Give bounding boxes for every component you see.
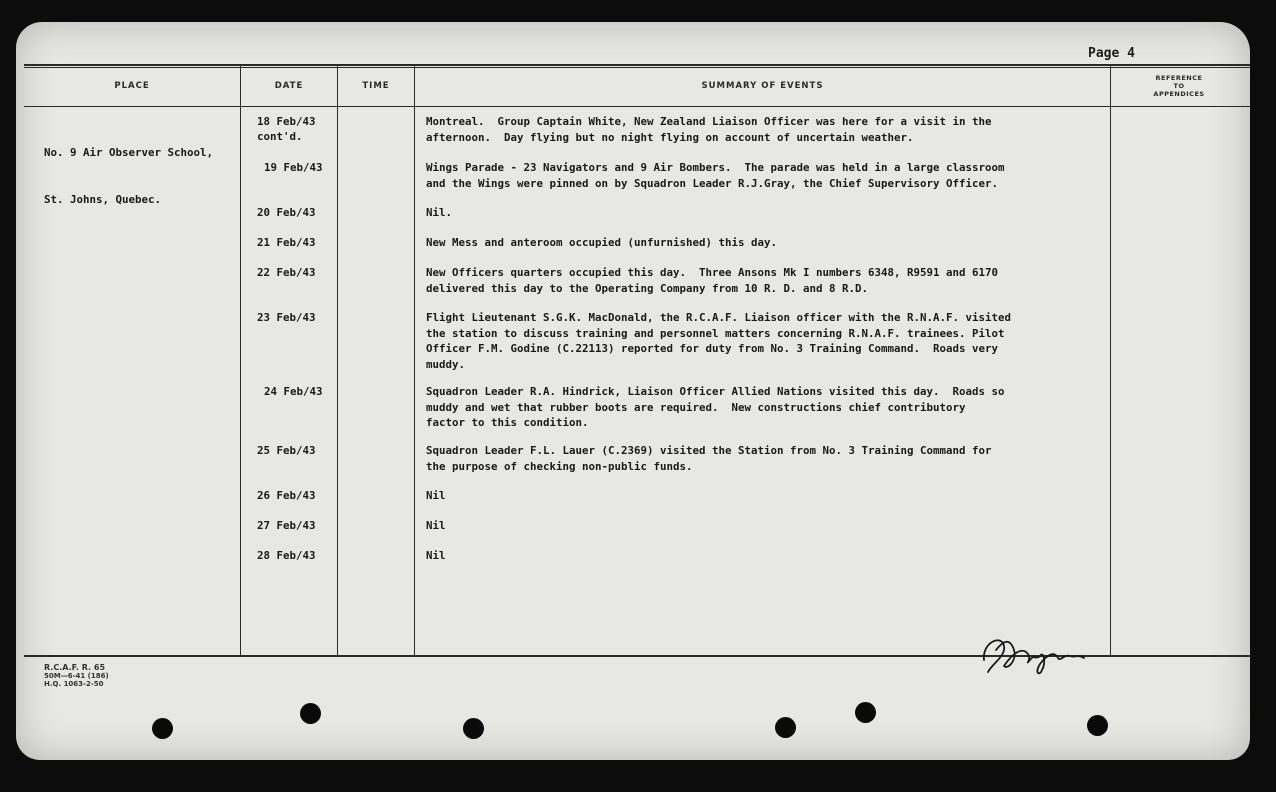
entry-summary: New Mess and anteroom occupied (unfurnished) this day. (426, 236, 778, 249)
entry-summary: Nil (426, 489, 446, 502)
entry-date: 27 Feb/43 (257, 519, 316, 532)
header-bottom-rule (24, 106, 1250, 107)
column-divider-date-time (337, 66, 338, 656)
entry-date: 26 Feb/43 (257, 489, 316, 502)
entry-date: 19 Feb/43 (264, 161, 323, 174)
entry-date: 25 Feb/43 (257, 444, 316, 457)
place-line-2: St. Johns, Quebec. (44, 192, 162, 206)
header-date: DATE (274, 81, 304, 91)
punch-hole (152, 718, 173, 739)
punch-hole (300, 703, 321, 724)
header-time: TIME (362, 81, 390, 91)
column-divider-place-date (240, 66, 241, 656)
form-code (44, 664, 109, 688)
entry-date: 28 Feb/43 (257, 549, 316, 562)
header-summary: SUMMARY OF EVENTS (701, 81, 824, 91)
column-divider-time-summary (414, 66, 415, 656)
punch-hole (855, 702, 876, 723)
entry-date: 24 Feb/43 (264, 385, 323, 398)
entry-summary: Nil (426, 549, 446, 562)
punch-hole (775, 717, 796, 738)
header-reference-line1: REFERENCE (1155, 74, 1203, 82)
entry-date: 18 Feb/43 (257, 115, 316, 128)
entry-summary: Montreal. Group Captain White, New Zealand Liaison Officer was here for a visit in the afternoon. Day flying but no night flying on account of uncertain weather. (426, 115, 992, 144)
form-code-line-2: 50M—6-41 (186) (44, 672, 109, 680)
entry-summary: Squadron Leader R.A. Hindrick, Liaison Officer Allied Nations visited this day. Roads so muddy and wet that rubber boots are required. New constructions chief contributory factor to this condition. (426, 385, 1005, 429)
entry-date: 21 Feb/43 (257, 236, 316, 249)
header-reference-line3: APPENDICES (1153, 90, 1205, 98)
punch-hole (1087, 715, 1108, 736)
entry-date-note: cont'd. (257, 130, 303, 143)
header-reference (1111, 66, 1247, 106)
entry-summary: Nil. (426, 206, 453, 219)
entry-summary: Flight Lieutenant S.G.K. MacDonald, the R.C.A.F. Liaison officer with the R.N.A.F. visited the station to discuss training and personnel matters concerning R.N.A.F. trainees. Pilot Officer F.M. Godine (C.22113) reported for duty from No. 3 Training Command. Roads very muddy. (426, 311, 1012, 371)
entry-date: 22 Feb/43 (257, 266, 316, 279)
entry-summary: Squadron Leader F.L. Lauer (C.2369) visited the Station from No. 3 Training Command for the purpose of checking non-public funds. (426, 444, 992, 473)
form-code-line-1: R.C.A.F. R. 65 (44, 663, 106, 672)
form-code-line-3: H.Q. 1063-2-50 (44, 680, 104, 688)
entry-date: 20 Feb/43 (257, 206, 316, 219)
punch-hole (463, 718, 484, 739)
place-line-1: No. 9 Air Observer School, (44, 146, 214, 159)
diary-sheet (16, 22, 1250, 760)
header-place: PLACE (114, 81, 150, 91)
place-cell (44, 114, 213, 238)
entry-summary: Wings Parade - 23 Navigators and 9 Air Bombers. The parade was held in a large classroom and the Wings were pinned on by Squadron Leader R.J.Gray, the Chief Supervisory Officer. (426, 161, 1005, 190)
header-reference-line2: TO (1173, 82, 1185, 90)
page-number: Page 4 (1088, 46, 1135, 61)
entry-date: 23 Feb/43 (257, 311, 316, 324)
entry-summary: New Officers quarters occupied this day. Three Ansons Mk I numbers 6348, R9591 and 6170 delivered this day to the Operating Company from 10 R. D. and 8 R.D. (426, 266, 999, 295)
signature-image (974, 620, 1094, 680)
entry-summary: Nil (426, 519, 446, 532)
